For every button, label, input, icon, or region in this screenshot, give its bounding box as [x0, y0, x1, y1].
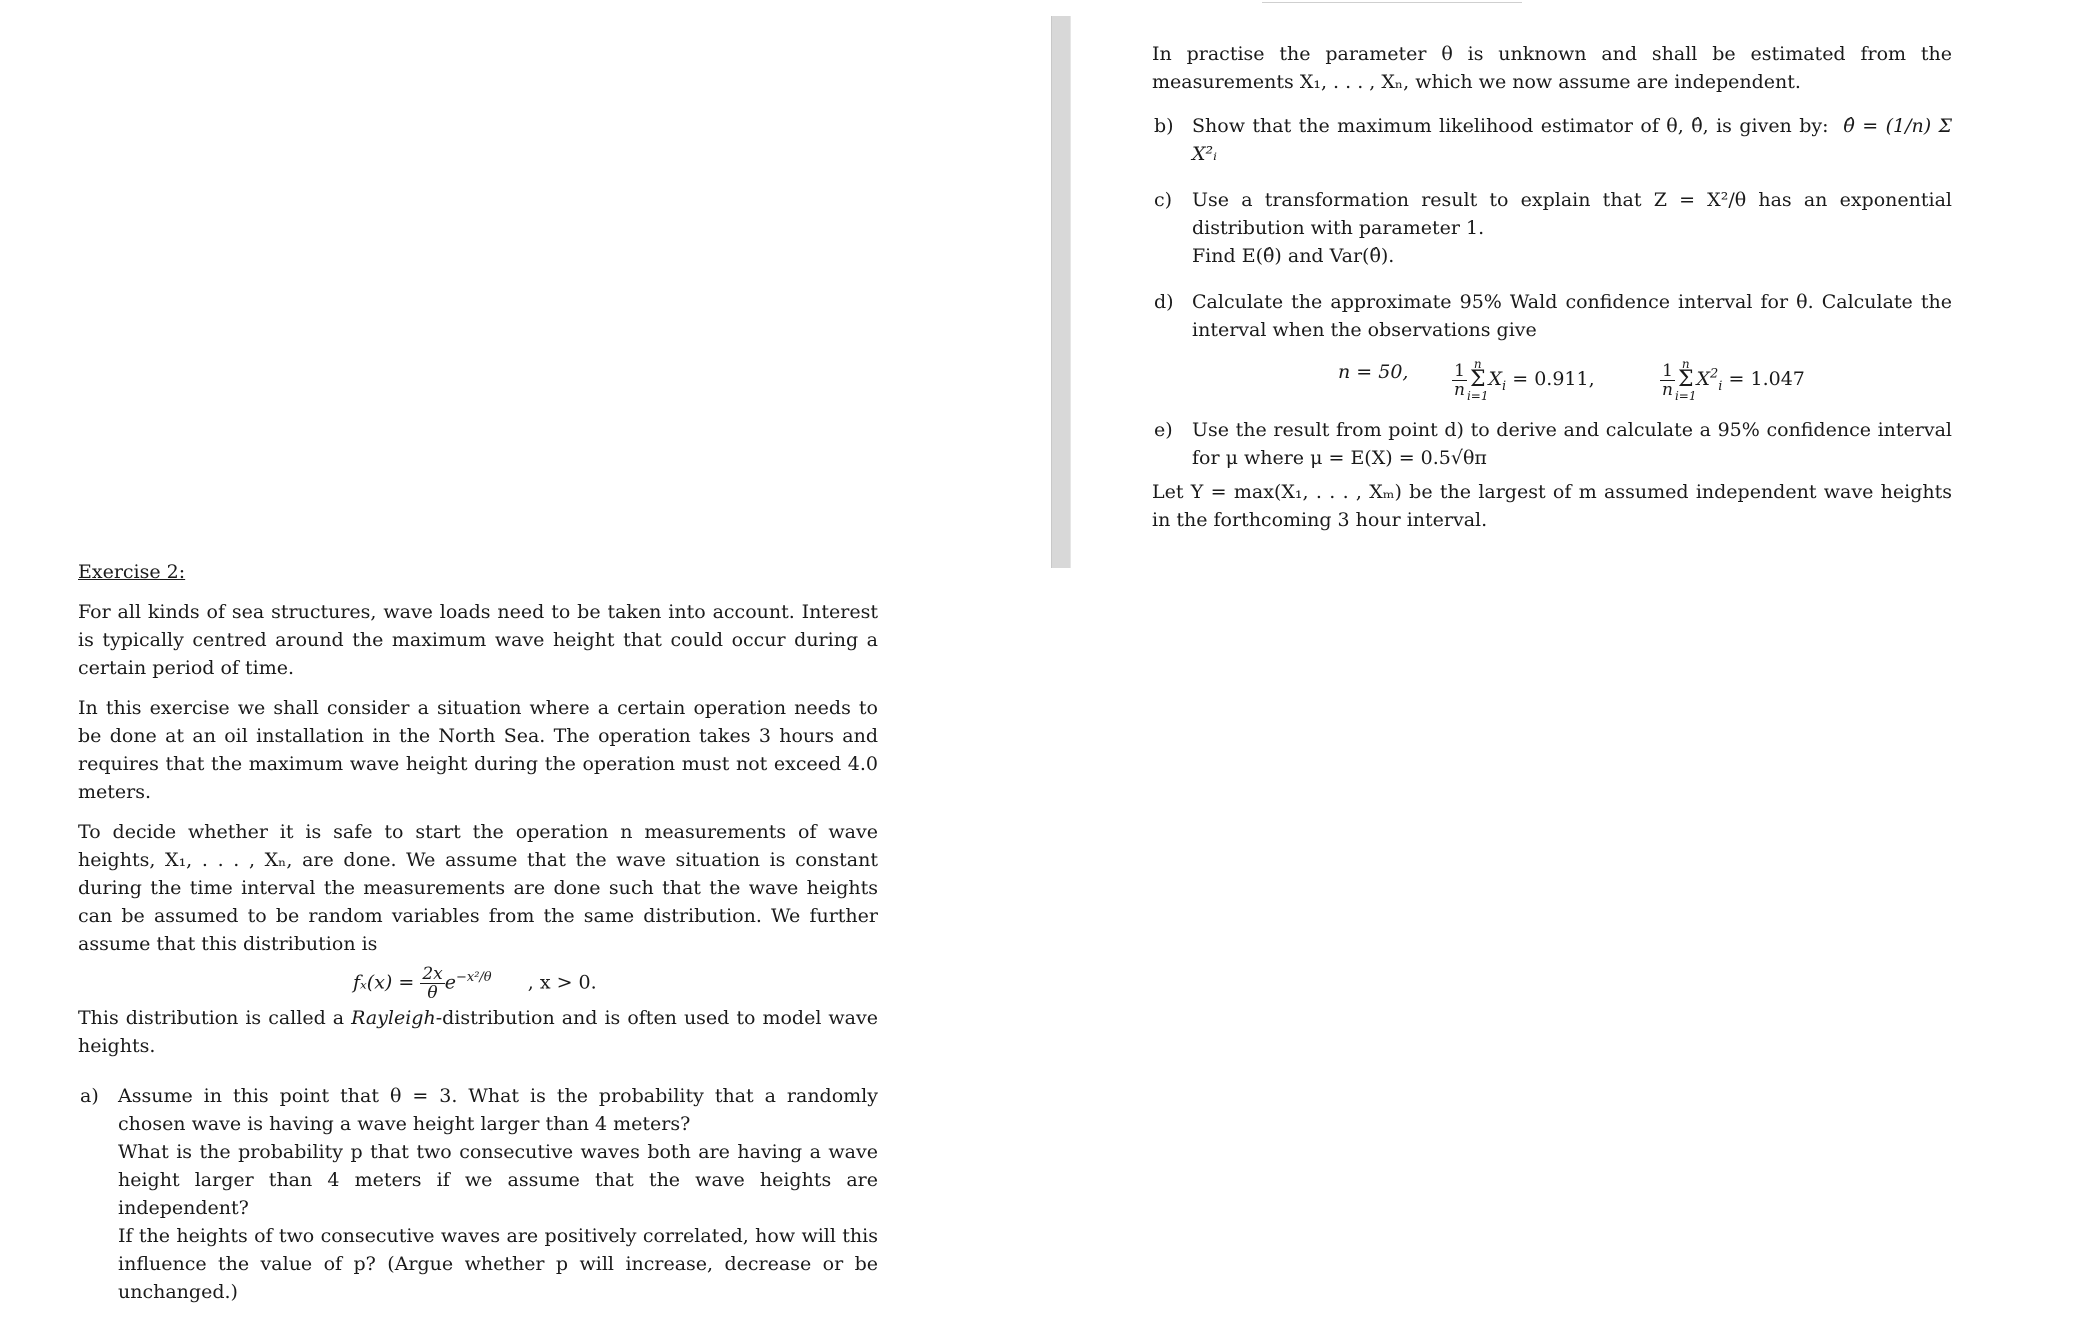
- question-b-body: Show that the maximum likelihood estimator of θ, θ̂, is given by:: [1192, 115, 1829, 137]
- mean-sum: n Σ i=1: [1466, 357, 1489, 403]
- rayleigh-formula: [78, 958, 878, 1004]
- paragraph-measurements: To decide whether it is safe to start the operation n measurements of wave heights, X₁, . . . , Xₙ, are done. We assume that the wave situation is constant during the time interval the measurements are done such that the wave heights can be assumed to be random variables from the same distribution. We further assume that this distribution is: [78, 821, 878, 955]
- paragraph-operation: In this exercise we shall consider a situation where a certain operation needs to be done at an oil installation in the North Sea. The operation takes 3 hours and requires that the maximum wave height during the operation must not exceed 4.0 meters.: [78, 697, 878, 803]
- top-rule: [1262, 2, 1522, 3]
- question-d: [1152, 288, 1952, 344]
- question-d-label: d): [1154, 291, 1174, 313]
- formula-fraction: [420, 965, 444, 1002]
- question-a-part1: Assume in this point that θ = 3. What is the probability that a randomly chosen wave is having a wave height larger than 4 meters?: [118, 1085, 878, 1135]
- obs-mean: $\frac{1}{n}$ n Σ $i=1X_i = 0.911$,: [1454, 357, 1595, 403]
- question-c-part2: Find E(θ̂) and Var(θ̂).: [1192, 245, 1395, 267]
- question-e-label: e): [1154, 419, 1173, 441]
- question-e: [1152, 416, 1952, 472]
- formula-exp-base: e: [444, 971, 456, 994]
- sq-frac: $\frac{1}{n}$: [1662, 360, 1673, 400]
- obs-sq-value: = 1.047: [1728, 368, 1805, 390]
- formula-lhs: fₓ(x) =: [353, 971, 415, 994]
- obs-sq: $\frac{1}{n}$ n Σ $i=1X^2_i = 1.047$: [1662, 357, 1805, 403]
- question-b: [1152, 112, 1952, 168]
- question-a: [78, 1082, 878, 1306]
- exercise-title: Exercise 2:: [78, 561, 186, 583]
- obs-n: n = 50,: [1338, 361, 1409, 383]
- formula-exponent: −x²/θ: [455, 970, 492, 985]
- rayleigh-term: Rayleigh: [351, 1007, 436, 1029]
- paragraph-rayleigh: [78, 1004, 878, 1060]
- question-c-part1: Use a transformation result to explain that Z = X²/θ has an exponential distribution with parameter 1.: [1192, 189, 1952, 239]
- sq-sum: n Σ i=1: [1674, 357, 1697, 403]
- question-a-part2: What is the probability p that two consecutive waves both are having a wave height larger than 4 meters if we assume that the wave heights are independent?: [118, 1141, 878, 1219]
- right-page: [1152, 40, 1952, 546]
- question-c-label: c): [1154, 189, 1173, 211]
- question-d-text: Calculate the approximate 95% Wald confidence interval for θ. Calculate the interval when the observations give: [1192, 291, 1952, 341]
- mean-frac: $\frac{1}{n}$: [1454, 360, 1465, 400]
- paragraph-max-wave: Let Y = max(X₁, . . . , Xₘ) be the largest of m assumed independent wave heights in the forthcoming 3 hour interval.: [1152, 481, 1952, 531]
- question-e-text: Use the result from point d) to derive and calculate a 95% confidence interval for μ where μ = E(X) = 0.5√θπ: [1192, 419, 1952, 469]
- rayleigh-post: -distribution and is often used to model wave heights.: [78, 1007, 878, 1057]
- formula-numerator: 2x: [422, 963, 443, 984]
- paragraph-intro: For all kinds of sea structures, wave loads need to be taken into account. Interest is typically centred around the maximum wave height that could occur during a certain period of time.: [78, 601, 878, 679]
- paragraph-estimation: In practise the parameter θ is unknown and shall be estimated from the measurements X₁, . . . , Xₙ, which we now assume are independent.: [1152, 43, 1952, 93]
- page-divider: [1051, 16, 1071, 568]
- obs-mean-value: = 0.911,: [1512, 368, 1595, 390]
- formula-denominator: θ: [427, 982, 438, 1003]
- question-b-text: [1192, 112, 1952, 168]
- question-a-label: a): [80, 1085, 99, 1107]
- question-b-label: b): [1154, 115, 1174, 137]
- formula-condition: , x > 0.: [527, 971, 597, 994]
- mle-formula: θ̂ = (1/n) Σ X²ᵢ: [1192, 115, 1952, 165]
- observations-line: [1152, 344, 1952, 406]
- left-page: [78, 558, 878, 1320]
- question-c: [1152, 186, 1952, 270]
- question-a-part3: If the heights of two consecutive waves are positively correlated, how will this influence the value of p? (Argue whether p will increase, decrease or be unchanged.): [118, 1225, 878, 1303]
- rayleigh-pre: This distribution is called a: [78, 1007, 352, 1029]
